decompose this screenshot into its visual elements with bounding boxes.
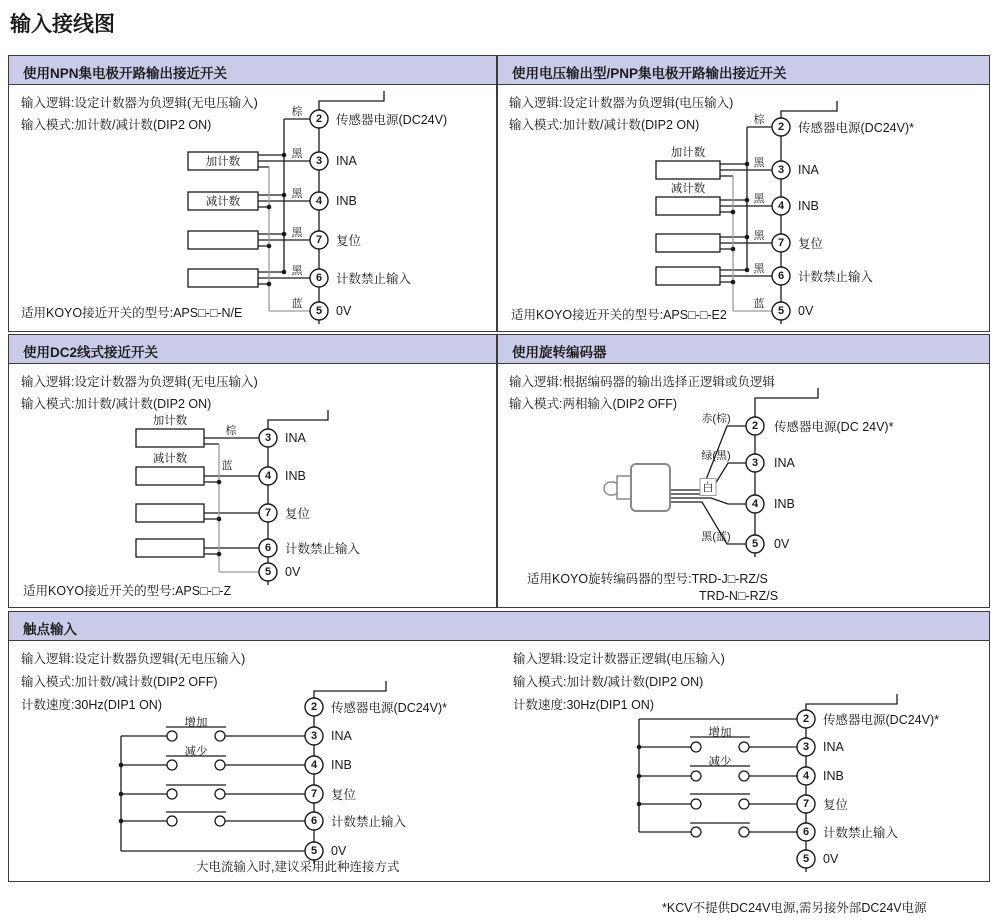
terminal-label: 复位 [336, 234, 362, 248]
contact-left-input-logic: 输入逻辑:设定计数器负逻辑(无电压输入) [21, 652, 246, 666]
terminal-label: 传感器电源(DC24V)* [331, 701, 447, 715]
terminal-number: 2 [310, 701, 318, 713]
wire-color-brown: 棕 [225, 425, 237, 437]
terminal-number: 6 [777, 270, 785, 282]
row2-divider [496, 335, 498, 607]
pnp-box-down-label: 减计数 [670, 183, 706, 195]
terminal-label: INA [331, 729, 352, 743]
terminal-number: 2 [802, 713, 810, 725]
terminal-label: INB [336, 194, 357, 208]
panel-pnp [497, 56, 991, 331]
npn-model-note: 适用KOYO接近开关的型号:APS□-□-N/E [21, 306, 243, 320]
terminal-label: INB [285, 469, 306, 483]
terminal-label: 传感器电源(DC24V)* [823, 713, 939, 727]
terminal-number: 7 [264, 507, 272, 519]
panel-encoder [497, 335, 991, 607]
terminal-number: 5 [310, 845, 318, 857]
panel-npn [9, 56, 496, 331]
terminal-number: 3 [310, 730, 318, 742]
dc2-box-down-label: 减计数 [152, 453, 188, 465]
contact-right-decrease-label: 减少 [708, 756, 732, 768]
wire-color-black: 黑 [753, 230, 765, 242]
npn-input-logic: 输入逻辑:设定计数器为负逻辑(无电压输入) [21, 96, 258, 110]
dc2-box-up-label: 加计数 [152, 415, 188, 427]
panel-npn-title: 使用NPN集电极开路输出接近开关 [23, 66, 228, 81]
wire-color-black: 黑 [291, 227, 303, 239]
wire-color-blue: 蓝 [753, 298, 765, 310]
wire-color-black: 黑 [291, 188, 303, 200]
terminal-number: 2 [751, 420, 759, 432]
rotary-encoder-graphic [604, 464, 670, 511]
contact-right-increase-label: 增加 [708, 727, 732, 739]
terminal-label: 0V [774, 537, 790, 551]
contact-right-input-logic: 输入逻辑:设定计数器正逻辑(电压输入) [513, 652, 725, 666]
pnp-model-note: 适用KOYO接近开关的型号:APS□-□-E2 [511, 308, 727, 322]
terminal-label: 计数禁止输入 [798, 270, 874, 284]
panel-contact [9, 612, 988, 881]
terminal-number: 4 [310, 759, 318, 771]
wire-color-white: 白 [700, 478, 717, 496]
terminal-label: 复位 [285, 507, 311, 521]
terminal-label: 0V [331, 844, 347, 858]
terminal-number: 7 [777, 237, 785, 249]
terminal-number: 4 [751, 498, 759, 510]
npn-box-up-label: 加计数 [205, 156, 241, 168]
terminal-label: 计数禁止输入 [331, 815, 407, 829]
contact-left-input-mode: 输入模式:加计数/减计数(DIP2 OFF) [21, 675, 218, 689]
terminal-number: 7 [310, 788, 318, 800]
row1-divider [496, 56, 498, 331]
terminal-number: 7 [802, 798, 810, 810]
terminal-number: 7 [315, 234, 323, 246]
terminal-label: INB [823, 769, 844, 783]
kcv-power-footnote: *KCV不提供DC24V电源,需另接外部DC24V电源 [662, 901, 927, 915]
contact-left-note: 大电流输入时,建议采用此种连接方式 [196, 860, 400, 874]
wire-color-brown: 棕 [291, 106, 303, 118]
terminal-number: 6 [264, 542, 272, 554]
encoder-input-mode: 输入模式:两相输入(DIP2 OFF) [509, 397, 678, 411]
wire-color-black: 黑 [753, 193, 765, 205]
terminal-number: 5 [315, 305, 323, 317]
terminal-number: 2 [777, 121, 785, 133]
terminal-number: 4 [777, 200, 785, 212]
wire-color-black-blue: 黑(蓝) [701, 531, 731, 543]
terminal-number: 5 [777, 305, 785, 317]
contact-left-decrease-label: 减少 [184, 746, 208, 758]
row-middle [8, 334, 990, 608]
terminal-label: INA [798, 163, 819, 177]
terminal-number: 6 [315, 272, 323, 284]
pnp-input-mode: 输入模式:加计数/减计数(DIP2 ON) [509, 118, 700, 132]
wire-color-red-brown: 赤(棕) [701, 413, 731, 425]
wire-color-blue: 蓝 [291, 298, 303, 310]
terminal-label: 0V [798, 304, 814, 318]
terminal-number: 6 [310, 815, 318, 827]
terminal-number: 3 [802, 741, 810, 753]
npn-input-mode: 输入模式:加计数/减计数(DIP2 ON) [21, 118, 212, 132]
terminal-number: 5 [751, 538, 759, 550]
wires [670, 388, 818, 557]
terminal-label: 0V [823, 852, 839, 866]
terminal-label: INB [774, 497, 795, 511]
page-title: 输入接线图 [10, 13, 115, 36]
npn-box-down-label: 减计数 [205, 196, 241, 208]
terminal-label: 计数禁止输入 [823, 826, 899, 840]
panel-pnp-title: 使用电压输出型/PNP集电极开路输出接近开关 [512, 66, 787, 81]
encoder-input-logic: 输入逻辑:根据编码器的输出选择正逻辑或负逻辑 [509, 375, 775, 389]
encoder-model-note-2: TRD-N□-RZ/S [699, 589, 779, 603]
terminal-label: INA [823, 740, 844, 754]
terminal-label: INA [774, 456, 795, 470]
terminal-number: 3 [751, 457, 759, 469]
contact-right-count-speed: 计数速度:30Hz(DIP1 ON) [513, 698, 654, 712]
panel-dc2 [9, 335, 496, 607]
dc2-input-mode: 输入模式:加计数/减计数(DIP2 ON) [21, 397, 212, 411]
wire-color-black: 黑 [753, 157, 765, 169]
terminal-number: 3 [777, 164, 785, 176]
terminal-label: 复位 [823, 798, 849, 812]
contact-right-input-mode: 输入模式:加计数/减计数(DIP2 ON) [513, 675, 704, 689]
terminal-label: 复位 [331, 788, 357, 802]
wire-color-green-black: 绿(黑) [701, 450, 731, 462]
wire-color-brown: 棕 [753, 114, 765, 126]
terminal-label: INB [798, 199, 819, 213]
terminal-number: 4 [315, 195, 323, 207]
sensor-boxes [188, 152, 258, 287]
terminal-label: INA [336, 154, 357, 168]
panel-contact-title: 触点输入 [23, 622, 77, 637]
panel-dc2-title: 使用DC2线式接近开关 [23, 345, 159, 360]
terminal-number: 2 [315, 113, 323, 125]
terminal-label: 计数禁止输入 [285, 542, 361, 556]
terminal-number: 6 [802, 826, 810, 838]
pnp-input-logic: 输入逻辑:设定计数器为负逻辑(电压输入) [509, 96, 734, 110]
contact-left-count-speed: 计数速度:30Hz(DIP1 ON) [21, 698, 162, 712]
terminal-number: 4 [264, 470, 272, 482]
terminal-label: 复位 [798, 237, 824, 251]
terminal-number: 3 [264, 432, 272, 444]
terminal-label: 传感器电源(DC 24V)* [774, 420, 894, 434]
contact-left-increase-label: 增加 [184, 717, 208, 729]
sensor-boxes [136, 429, 204, 557]
terminal-label: INB [331, 758, 352, 772]
terminal-label: INA [285, 431, 306, 445]
dc2-model-note: 适用KOYO接近开关的型号:APS□-□-Z [23, 584, 232, 598]
terminal-label: 计数禁止输入 [336, 272, 412, 286]
terminal-label: 0V [285, 565, 301, 579]
terminal-number: 4 [802, 770, 810, 782]
terminal-label: 0V [336, 304, 352, 318]
encoder-model-note-1: 适用KOYO旋转编码器的型号:TRD-J□-RZ/S [527, 572, 768, 586]
row-bottom [8, 611, 990, 882]
terminal-number: 3 [315, 155, 323, 167]
terminal-label: 传感器电源(DC24V)* [798, 121, 914, 135]
wire-color-black: 黑 [291, 265, 303, 277]
terminal-number: 5 [264, 566, 272, 578]
terminal-number: 5 [802, 853, 810, 865]
pnp-box-up-label: 加计数 [670, 147, 706, 159]
dc2-input-logic: 输入逻辑:设定计数器为负逻辑(无电压输入) [21, 375, 258, 389]
wire-color-blue: 蓝 [221, 460, 233, 472]
wire-color-black: 黑 [291, 148, 303, 160]
panel-encoder-title: 使用旋转编码器 [512, 345, 607, 360]
terminal-label: 传感器电源(DC24V) [336, 113, 448, 127]
wire-color-black: 黑 [753, 263, 765, 275]
row-top [8, 55, 990, 332]
